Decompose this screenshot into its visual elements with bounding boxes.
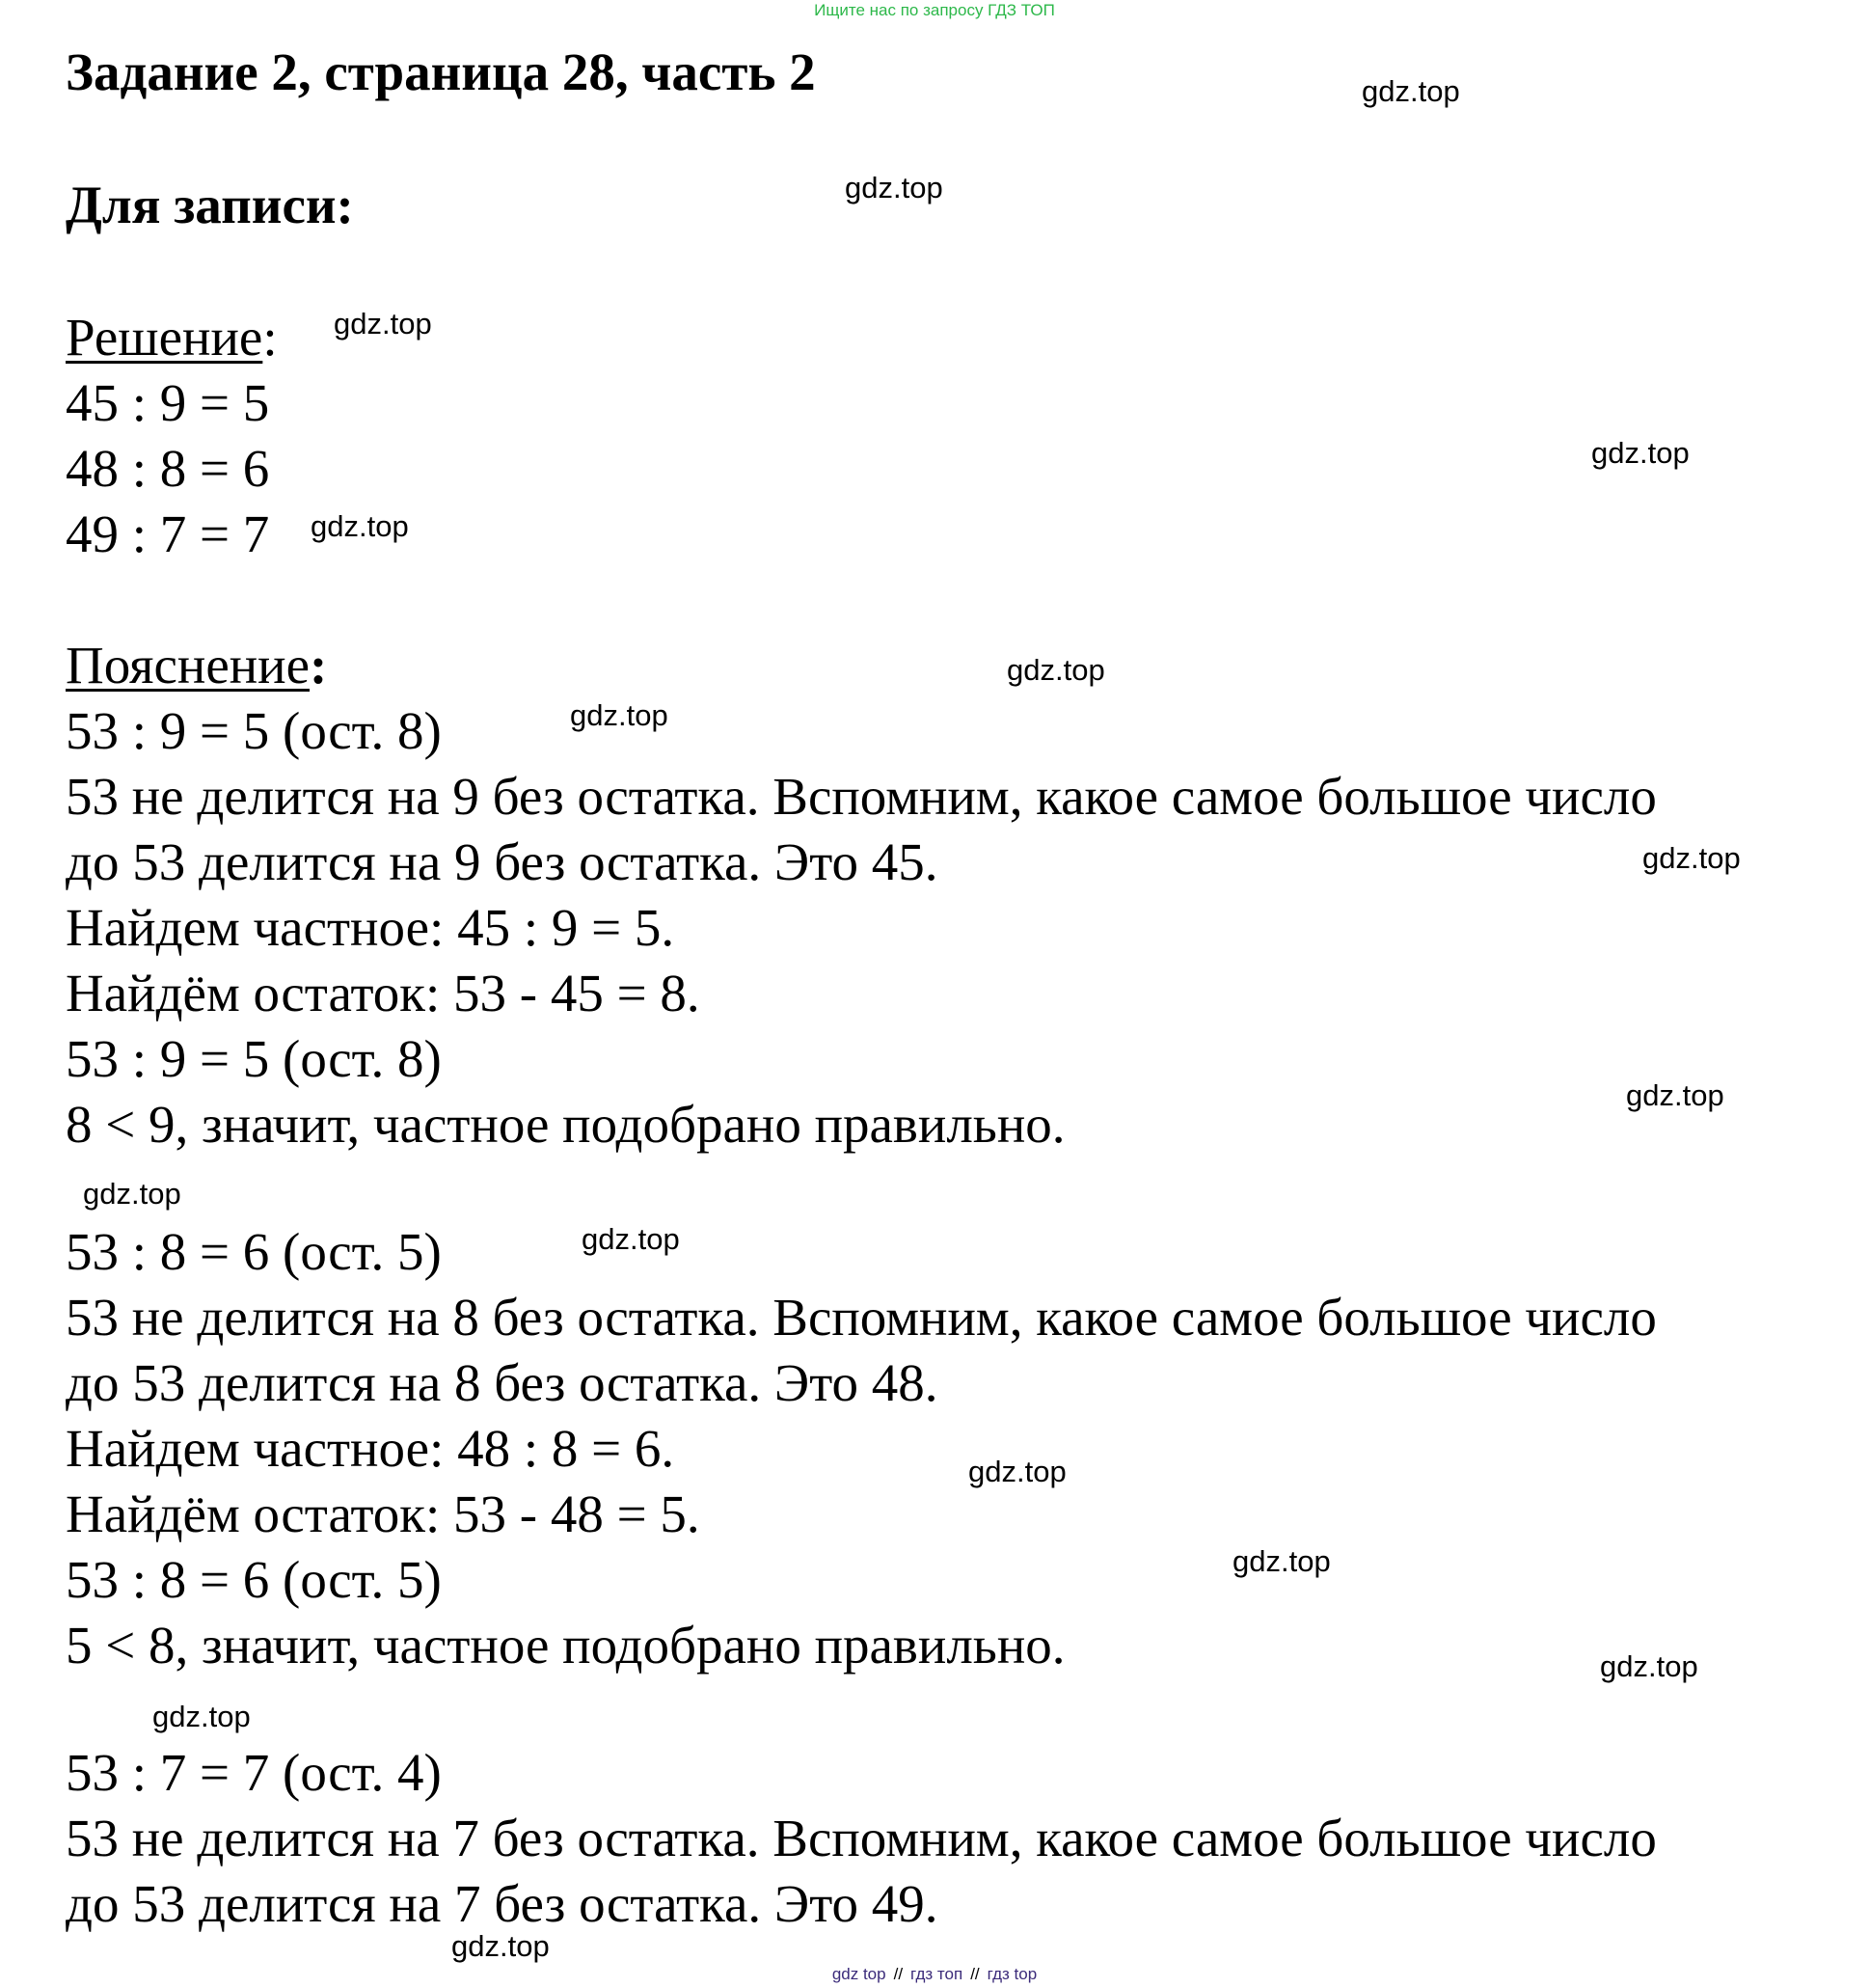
explanation-line: до 53 делится на 9 без остатка. Это 45. bbox=[66, 832, 938, 891]
explanation-label-colon: : bbox=[310, 636, 328, 694]
watermark: gdz.top bbox=[334, 307, 432, 340]
footer-link[interactable]: gdz top bbox=[831, 1965, 886, 1983]
explanation-line: 53 : 8 = 6 (ост. 5) bbox=[66, 1550, 442, 1609]
explanation-line: 53 : 9 = 5 (ост. 8) bbox=[66, 701, 442, 760]
footer-separator: // bbox=[893, 1965, 904, 1983]
block-spacer bbox=[66, 1678, 1821, 1740]
explanation-line: 53 : 9 = 5 (ост. 8) bbox=[66, 1029, 442, 1088]
watermark: gdz.top bbox=[311, 509, 409, 543]
explanation-line: 53 : 7 = 7 (ост. 4) bbox=[66, 1743, 442, 1802]
explanation-block-2 bbox=[66, 1219, 1821, 1678]
watermark: gdz.top bbox=[1007, 653, 1105, 687]
solution-line: 45 : 9 = 5 bbox=[66, 373, 270, 432]
explanation-line: 8 < 9, значит, частное подобрано правильно. bbox=[66, 1095, 1066, 1154]
solution-line: 48 : 8 = 6 bbox=[66, 439, 270, 498]
watermark: gdz.top bbox=[1362, 74, 1460, 108]
explanation-block-1 bbox=[66, 698, 1821, 1157]
solution-label-text: Решение bbox=[66, 308, 263, 367]
watermark: gdz.top bbox=[1642, 841, 1741, 875]
explanation-line: 53 : 8 = 6 (ост. 5) bbox=[66, 1222, 442, 1281]
watermark: gdz.top bbox=[1626, 1078, 1724, 1112]
explanation-line: 53 не делится на 8 без остатка. Вспомним, какое самое большое число bbox=[66, 1288, 1657, 1347]
watermark: gdz.top bbox=[1600, 1649, 1698, 1683]
explanation-line: 53 не делится на 9 без остатка. Вспомним, какое самое большое число bbox=[66, 767, 1657, 826]
footer-links bbox=[0, 1964, 1869, 1985]
explanation-line: 5 < 8, значит, частное подобрано правильно. bbox=[66, 1616, 1066, 1675]
footer-separator: // bbox=[970, 1965, 980, 1983]
explanation-line: Найдем частное: 45 : 9 = 5. bbox=[66, 898, 675, 957]
watermark: gdz.top bbox=[570, 698, 668, 732]
watermark: gdz.top bbox=[451, 1929, 550, 1963]
record-heading: Для записи: bbox=[66, 176, 354, 234]
block-spacer bbox=[66, 1157, 1821, 1219]
document-page bbox=[66, 39, 1821, 1937]
explanation-block-3 bbox=[66, 1740, 1821, 1937]
watermark: gdz.top bbox=[1591, 436, 1690, 470]
explanation-label bbox=[66, 633, 1821, 698]
watermark: gdz.top bbox=[83, 1177, 181, 1211]
explanation-section bbox=[66, 633, 1821, 1937]
watermark: gdz.top bbox=[845, 171, 943, 204]
page-title: Задание 2, страница 28, часть 2 bbox=[66, 42, 816, 101]
solution-label bbox=[66, 305, 1821, 370]
solution-label-colon: : bbox=[262, 308, 278, 367]
top-banner[interactable]: Ищите нас по запросу ГДЗ ТОП bbox=[814, 1, 1055, 19]
explanation-line: Найдём остаток: 53 - 48 = 5. bbox=[66, 1484, 700, 1543]
explanation-line: до 53 делится на 8 без остатка. Это 48. bbox=[66, 1353, 938, 1412]
footer-link[interactable]: гдз топ bbox=[910, 1965, 963, 1983]
explanation-label-text: Пояснение bbox=[66, 636, 311, 694]
explanation-line: до 53 делится на 7 без остатка. Это 49. bbox=[66, 1874, 938, 1933]
watermark: gdz.top bbox=[152, 1700, 251, 1733]
explanation-line: Найдем частное: 48 : 8 = 6. bbox=[66, 1419, 675, 1478]
explanation-line: Найдём остаток: 53 - 45 = 8. bbox=[66, 964, 700, 1022]
explanation-line: 53 не делится на 7 без остатка. Вспомним, какое самое большое число bbox=[66, 1809, 1657, 1867]
footer-link[interactable]: гдз top bbox=[987, 1965, 1038, 1983]
watermark: gdz.top bbox=[582, 1222, 680, 1256]
watermark: gdz.top bbox=[968, 1455, 1067, 1488]
solution-line: 49 : 7 = 7 bbox=[66, 504, 270, 563]
watermark: gdz.top bbox=[1232, 1544, 1331, 1578]
